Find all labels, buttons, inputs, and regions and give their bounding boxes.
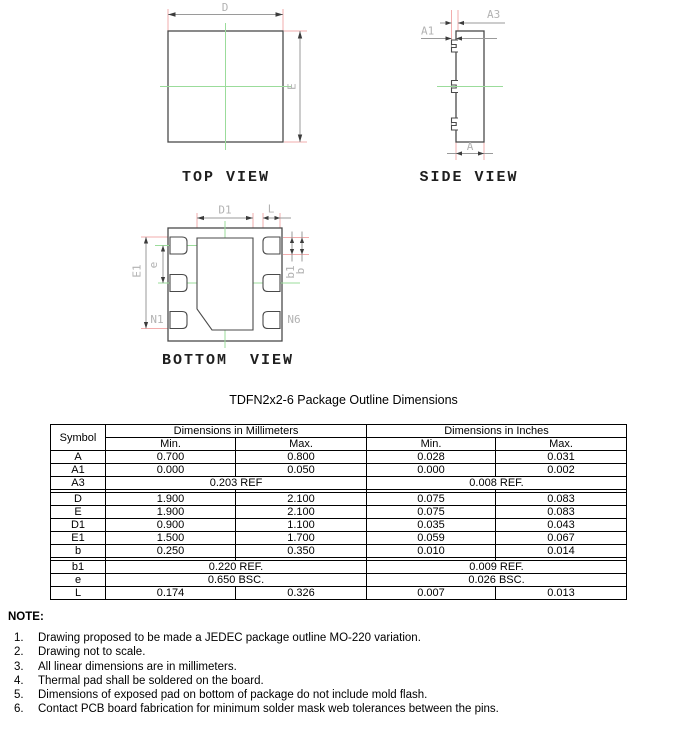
note-number: 3. [14, 660, 24, 673]
cell-mm-min: 0.174 [106, 587, 236, 600]
dimension-E1 [131, 237, 149, 329]
cell-in-max: 0.031 [496, 451, 627, 464]
cell-mm-span: 0.203 REF [106, 477, 367, 490]
cell-mm-max: 0.800 [236, 451, 367, 464]
dim-label-b: b [294, 267, 307, 275]
cell-symbol: A3 [51, 477, 106, 490]
cell-symbol: A1 [51, 464, 106, 477]
cell-symbol: b1 [51, 561, 106, 574]
header-mm: Dimensions in Millimeters [106, 425, 367, 438]
cell-mm-min: 0.250 [106, 545, 236, 558]
cell-mm-min: 1.900 [106, 506, 236, 519]
dimension-e [147, 246, 165, 284]
side-view [419, 8, 518, 186]
cell-mm-max: 1.100 [236, 519, 367, 532]
note-item [8, 660, 668, 674]
cell-mm-max: 0.326 [236, 587, 367, 600]
dim-label-A3: A3 [487, 8, 501, 21]
cell-in-max: 0.083 [496, 493, 627, 506]
table-row [51, 477, 627, 490]
cell-mm-max: 2.100 [236, 493, 367, 506]
cell-mm-max: 2.100 [236, 506, 367, 519]
header-inches: Dimensions in Inches [367, 425, 627, 438]
note-text: Drawing not to scale. [38, 646, 146, 659]
header-mm-max: Max. [236, 438, 367, 451]
note-number: 4. [14, 674, 24, 687]
cell-mm-min: 0.900 [106, 519, 236, 532]
bottom-view-caption: BOTTOM VIEW [161, 352, 295, 369]
dim-label-b1: b1 [284, 265, 297, 279]
cell-in-max: 0.014 [496, 545, 627, 558]
table-row [51, 493, 627, 506]
dimension-D [168, 1, 283, 17]
note-item [8, 645, 668, 659]
note-text: Drawing proposed to be made a JEDEC package outline MO-220 variation. [38, 632, 421, 644]
cell-symbol: L [51, 587, 106, 600]
cell-in-min: 0.028 [367, 451, 496, 464]
cell-mm-max: 0.050 [236, 464, 367, 477]
pin1-label: N1 [150, 313, 164, 326]
exposed-pad [197, 238, 253, 330]
note-text: Contact PCB board fabrication for minimum solder mask web tolerances between the pins. [38, 703, 499, 716]
side-view-caption: SIDE VIEW [419, 169, 519, 186]
cell-in-min: 0.035 [367, 519, 496, 532]
table-row [51, 519, 627, 532]
table-row [51, 545, 627, 558]
table-header-row-1 [51, 425, 627, 438]
cell-in-span: 0.009 REF. [367, 561, 627, 574]
header-in-max: Max. [496, 438, 627, 451]
cell-in-max: 0.002 [496, 464, 627, 477]
note-number: 6. [14, 703, 24, 716]
notes-section [8, 611, 668, 717]
cell-mm-min: 1.900 [106, 493, 236, 506]
cell-in-max: 0.083 [496, 506, 627, 519]
dimension-A3 [440, 8, 505, 25]
note-number: 2. [14, 646, 24, 659]
table-row [51, 574, 627, 587]
dim-label-E1: E1 [130, 264, 144, 278]
cell-symbol: b [51, 545, 106, 558]
dimensions-table [50, 424, 627, 600]
note-item [8, 674, 668, 688]
cell-symbol: D1 [51, 519, 106, 532]
note-text: Thermal pad shall be soldered on the board. [38, 674, 264, 687]
cell-mm-max: 0.350 [236, 545, 367, 558]
cell-in-min: 0.075 [367, 506, 496, 519]
cell-mm-span: 0.650 BSC. [106, 574, 367, 587]
cell-symbol: e [51, 574, 106, 587]
cell-symbol: A [51, 451, 106, 464]
bottom-pads-right [263, 237, 280, 329]
header-mm-min: Min. [106, 438, 236, 451]
note-item [8, 631, 668, 645]
note-item [8, 688, 668, 702]
cell-symbol: E1 [51, 532, 106, 545]
cell-mm-min: 0.700 [106, 451, 236, 464]
table-row [51, 506, 627, 519]
dimension-E [286, 31, 303, 142]
dimension-D1 [197, 204, 253, 221]
note-text: Dimensions of exposed pad on bottom of package do not include mold flash. [38, 689, 428, 702]
header-in-min: Min. [367, 438, 496, 451]
table-row [51, 451, 627, 464]
cell-in-min: 0.010 [367, 545, 496, 558]
cell-in-span: 0.026 BSC. [367, 574, 627, 587]
table-row [51, 587, 627, 600]
table-row [51, 464, 627, 477]
dim-label-A: A [466, 140, 474, 153]
cell-symbol: E [51, 506, 106, 519]
cell-in-min: 0.075 [367, 493, 496, 506]
cell-in-min: 0.007 [367, 587, 496, 600]
cell-mm-span: 0.220 REF. [106, 561, 367, 574]
note-item [8, 702, 668, 716]
notes-heading: NOTE: [8, 611, 44, 623]
top-view-caption: TOP VIEW [181, 169, 271, 186]
note-text: All linear dimensions are in millimeters. [38, 660, 237, 673]
dim-label-D1: D1 [218, 203, 232, 217]
cell-mm-min: 1.500 [106, 532, 236, 545]
cell-symbol: D [51, 493, 106, 506]
note-number: 1. [14, 632, 24, 644]
table-header-row-2 [51, 438, 627, 451]
cell-in-max: 0.043 [496, 519, 627, 532]
dimension-L [263, 203, 291, 221]
cell-in-span: 0.008 REF. [367, 477, 627, 490]
header-symbol: Symbol [51, 425, 106, 451]
cell-in-max: 0.067 [496, 532, 627, 545]
cell-in-max: 0.013 [496, 587, 627, 600]
dimension-A [447, 140, 493, 156]
table-row [51, 561, 627, 574]
dim-label-A1: A1 [421, 24, 435, 38]
dim-label-L: L [267, 202, 275, 216]
note-number: 5. [14, 689, 24, 702]
top-view [160, 1, 307, 186]
bottom-pads-left [170, 237, 187, 329]
dim-label-D: D [221, 1, 229, 14]
cell-mm-min: 0.000 [106, 464, 236, 477]
bottom-view [131, 203, 310, 370]
pin6-label: N6 [287, 313, 301, 326]
cell-mm-max: 1.700 [236, 532, 367, 545]
table-title: TDFN2x2-6 Package Outline Dimensions [229, 393, 458, 407]
dim-label-e: e [147, 261, 160, 269]
dim-label-E: E [285, 83, 299, 90]
table-row [51, 532, 627, 545]
cell-in-min: 0.059 [367, 532, 496, 545]
cell-in-min: 0.000 [367, 464, 496, 477]
